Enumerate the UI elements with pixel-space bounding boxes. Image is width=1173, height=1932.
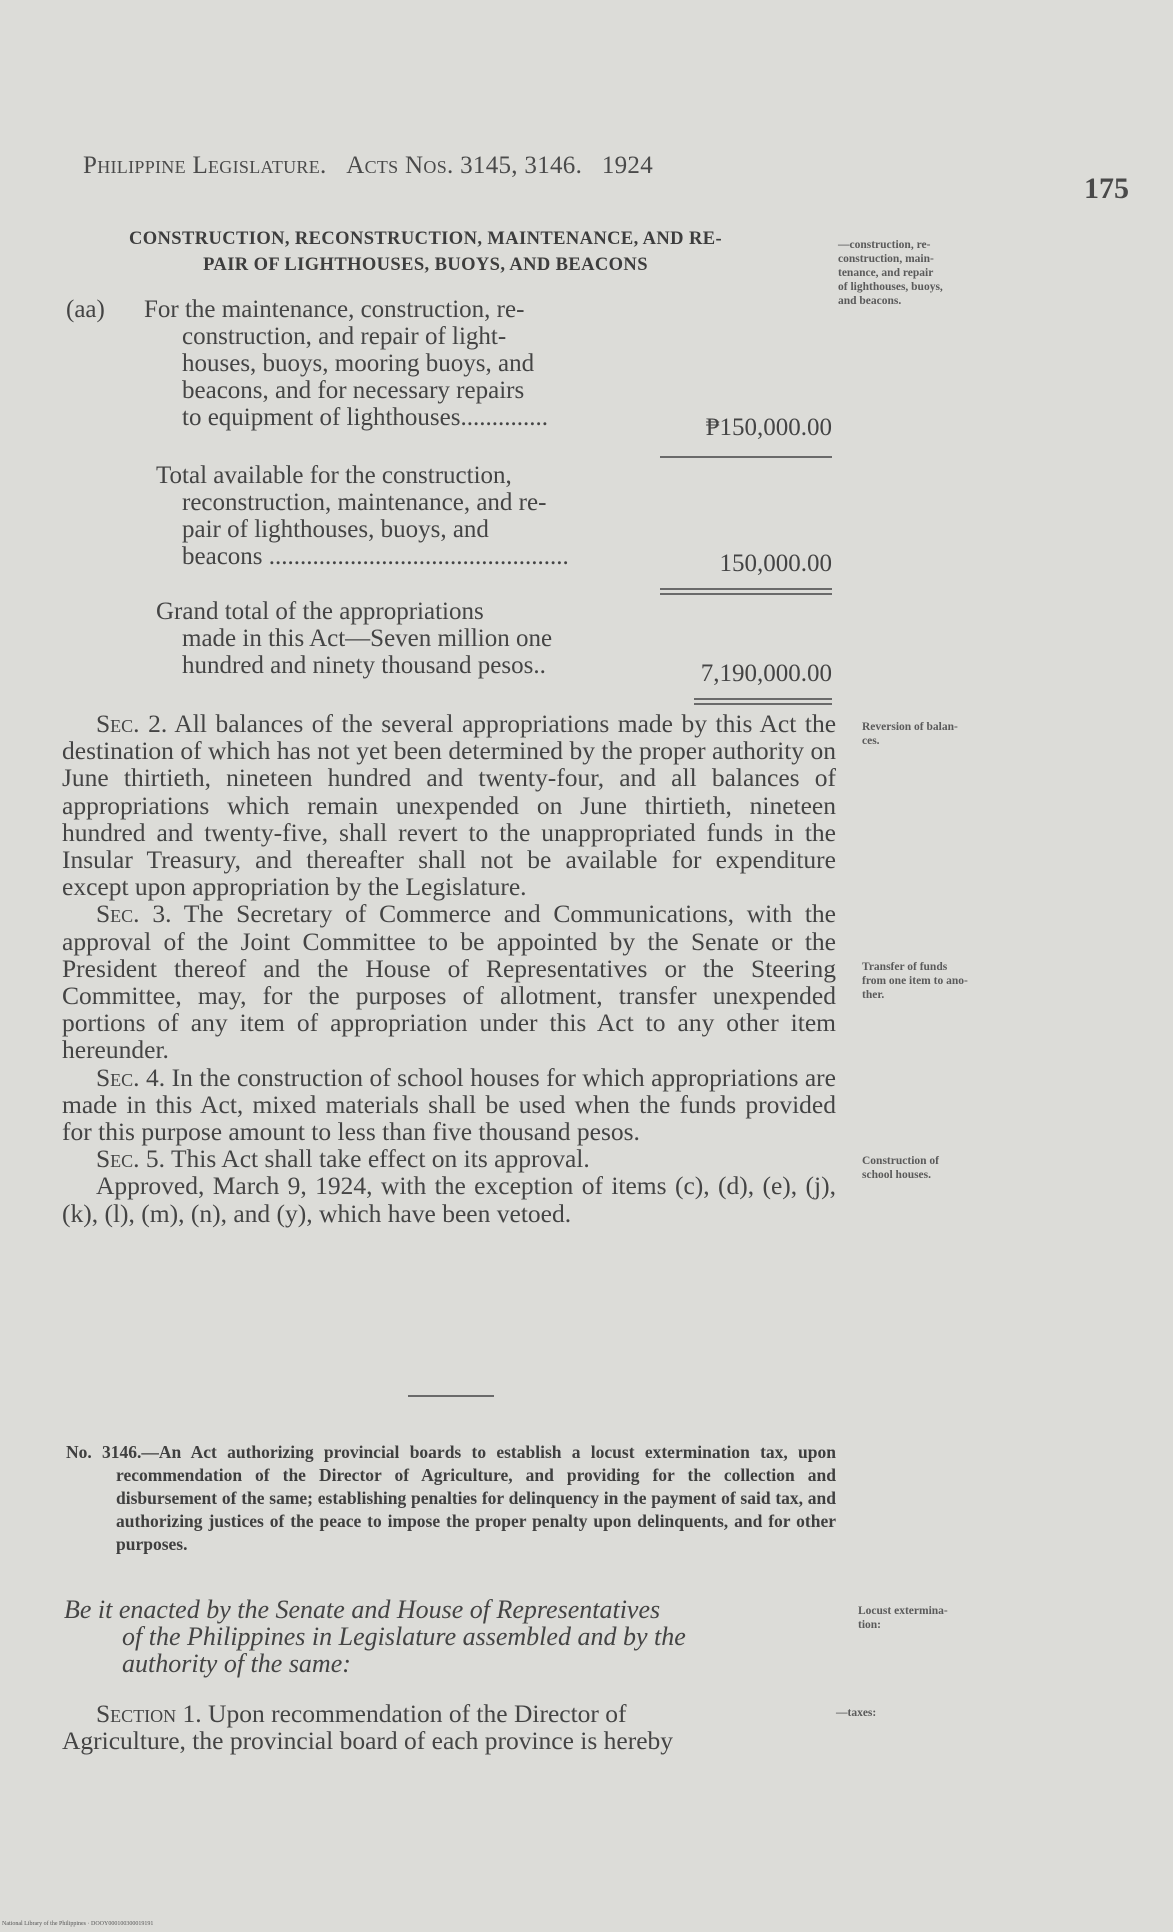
margin-note-locust [858, 1604, 1034, 1632]
act-3146-summary: No. 3146.—An Act authorizing provincial boards to establish a locust extermination tax, upon recommendation of the Director of Agriculture, and providing for the collection and disbursement of the same; establishing penalties for delinquency in the payment of said tax, and authorizing justices of the peace to impose the proper penalty upon delinquents, and for other purposes. [66, 1442, 836, 1554]
section-label: Sec. 3. [96, 899, 172, 929]
approval-note: Approved, March 9, 1924, with the exception of items (c), (d), (e), (j), (k), (l), (m), (n), and (y), which have been vetoed. [62, 1171, 836, 1228]
item-line: to equipment of lighthouses.............. [182, 404, 548, 431]
section-label: Sec. 5. [96, 1144, 166, 1174]
grand-total-amount: 7,190,000.00 [700, 660, 832, 687]
item-line: houses, buoys, mooring buoys, and [182, 350, 535, 377]
page-number: 175 [1084, 172, 1129, 205]
section-5 [62, 1145, 836, 1172]
item-line: made in this Act—Seven million one [182, 625, 553, 652]
section-2 [62, 710, 836, 900]
margin-line: Construction of [862, 1155, 939, 1167]
section-text: In the construction of school houses for which appropriations are made in this Act, mixed materials shall be used when the funds provided for this purpose amount to less than five thousand pesos. [62, 1062, 836, 1147]
item-line: For the maintenance, construction, re- [144, 296, 525, 323]
section-3 [62, 900, 836, 1063]
running-header [83, 152, 653, 180]
margin-line: school houses. [862, 1169, 932, 1181]
enacting-clause [64, 1596, 834, 1677]
margin-line: —construction, re- [838, 239, 931, 251]
section-label: Sec. 4. [96, 1062, 166, 1092]
section-1-line-1 [62, 1700, 836, 1727]
margin-note-transfer [862, 960, 1032, 1002]
amount-double-rule-bottom [660, 593, 832, 595]
enact-line: Be it enacted by the Senate and House of Representatives [64, 1595, 661, 1624]
section-heading-line-2: PAIR OF LIGHTHOUSES, BUOYS, AND BEACONS [203, 255, 648, 275]
header-acts: Acts Nos. 3145, 3146. [346, 152, 583, 179]
item-aa-text [144, 296, 659, 431]
section-text: The Secretary of Commerce and Communications, with the approval of the Joint Committee to be appointed by the Senate or the President thereof and the House of Representatives or the Steering Committee, may, for the purposes of allotment, transfer unexpended portions of any item of appropriation under this Act to any other item hereunder. [62, 899, 836, 1065]
amount-double-rule-top [660, 588, 832, 590]
margin-note-taxes [836, 1706, 1012, 1720]
item-line: Grand total of the appropriations [156, 598, 484, 625]
margin-line: —taxes: [836, 1707, 877, 1719]
act-3146-section-1 [62, 1700, 836, 1754]
margin-note-school [862, 1154, 1032, 1182]
amount-rule [660, 456, 832, 458]
margin-line: ther. [862, 989, 885, 1001]
section-heading [68, 226, 783, 278]
separator-rule [408, 1395, 494, 1397]
item-aa-amount: ₱150,000.00 [705, 414, 832, 441]
section-1-line-2: Agriculture, the provincial board of each province is hereby [62, 1726, 674, 1756]
item-line: beacons ................................................ [182, 543, 569, 570]
margin-line: and beacons. [838, 295, 902, 307]
margin-line: tenance, and repair [838, 267, 934, 279]
amount-double-rule-top [694, 698, 832, 700]
section-label: Section 1. [96, 1699, 202, 1728]
margin-line: ces. [862, 735, 880, 747]
margin-line: Reversion of balan- [862, 721, 958, 733]
margin-note-lighthouses [838, 238, 1034, 308]
enact-line: of the Philippines in Legislature assembled and by the [122, 1622, 686, 1651]
section-text: This Act shall take effect on its approval. [170, 1144, 590, 1174]
section-label: Sec. 2. [96, 709, 168, 738]
section-text: All balances of the several appropriations made by this Act the destination of which has not yet been determined by the proper authority on June thirtieth, nineteen hundred and twenty-four, and all balances of appropriations which remain unexpended on June thirtieth, nineteen hundred and twenty-five, shall revert to the unappropriated funds in the Insular Treasury, and thereafter shall not be available for expenditure except upon appropriation by the Legislature. [62, 709, 837, 902]
item-line: hundred and ninety thousand pesos.. [182, 652, 546, 679]
total-text [156, 462, 661, 570]
item-line: construction, and repair of light- [182, 323, 507, 350]
section-heading-line-1: CONSTRUCTION, RECONSTRUCTION, MAINTENANCE, AND RE- [128, 229, 723, 249]
header-title: Philippine Legislature. [83, 152, 327, 179]
library-footer: National Library of the Philippines · DOOY000100300019191 [2, 1921, 154, 1927]
sections-body [62, 710, 836, 1227]
grand-total-text [156, 598, 661, 679]
total-amount: 150,000.00 [719, 550, 832, 577]
item-line: Total available for the construction, [156, 462, 512, 489]
amount-double-rule-bottom [694, 703, 832, 705]
item-line: pair of lighthouses, buoys, and [182, 516, 489, 543]
margin-line: Locust extermina- [858, 1605, 948, 1617]
margin-line: tion: [858, 1619, 881, 1631]
margin-line: Transfer of funds [862, 961, 948, 973]
section-text: Upon recommendation of the Director of [208, 1699, 627, 1728]
enact-line: authority of the same: [122, 1649, 351, 1678]
margin-note-reversion [862, 720, 1032, 748]
header-year: 1924 [601, 152, 654, 179]
margin-line: construction, main- [838, 253, 934, 265]
item-line: beacons, and for necessary repairs [182, 377, 525, 404]
margin-line: of lighthouses, buoys, [838, 281, 943, 293]
item-line: reconstruction, maintenance, and re- [182, 489, 547, 516]
margin-line: from one item to ano- [862, 975, 968, 987]
item-aa-label: (aa) [66, 296, 105, 323]
section-4 [62, 1064, 836, 1146]
